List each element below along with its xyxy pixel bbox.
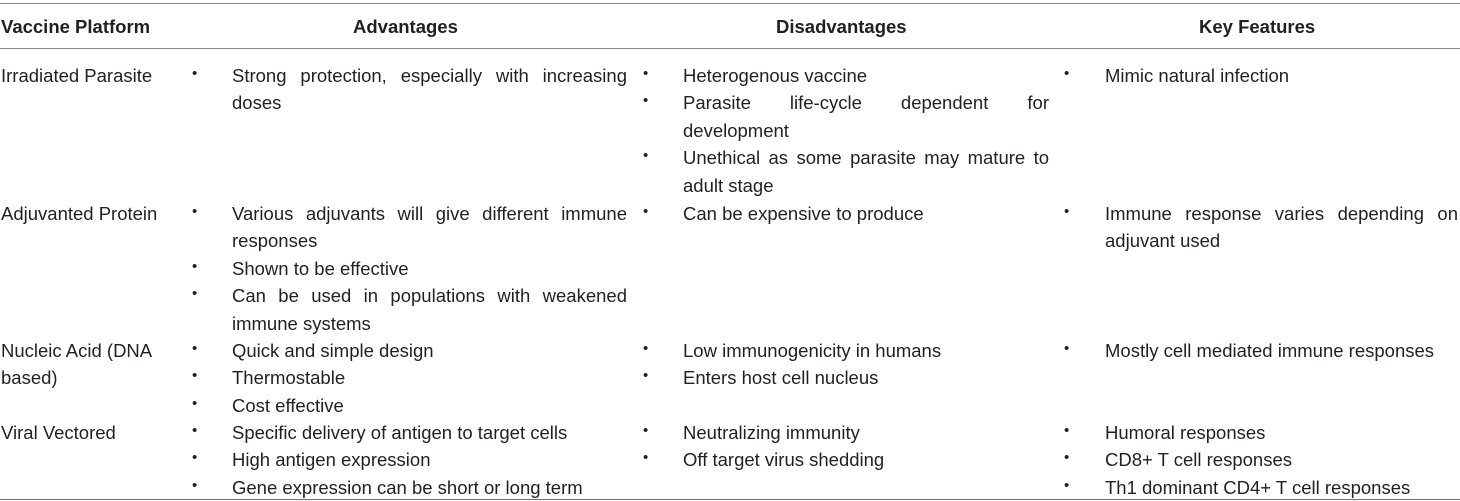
bullet-icon: • [643, 147, 649, 165]
feature-item: Humoral responses [1105, 422, 1266, 443]
bullet-icon: • [192, 422, 198, 439]
bullet-icon: • [192, 394, 198, 412]
header-advantages: Advantages [353, 16, 458, 37]
disadvantage-item: Neutralizing immunity [683, 422, 860, 443]
header-disadvantages: Disadvantages [776, 16, 907, 37]
advantage-item: Various adjuvants will give different immune responses [232, 203, 627, 252]
disadvantage-item: Heterogenous vaccine [683, 65, 868, 86]
disadvantage-item: Can be expensive to produce [683, 203, 924, 224]
header-key-features: Key Features [1199, 16, 1316, 37]
advantage-item: High antigen expression [232, 449, 431, 471]
advantage-item: Strong protection, especially with increasing doses [232, 65, 627, 114]
platform-name: Adjuvanted Protein [1, 203, 158, 224]
bullet-icon: • [192, 285, 198, 303]
feature-item: Immune response varies depending on adjuvant used [1105, 203, 1458, 252]
disadvantage-item: Low immunogenicity in humans [683, 340, 942, 361]
bullet-icon: • [1064, 203, 1070, 220]
disadvantage-item: Unethical as some parasite may mature to adult stage [683, 147, 1049, 196]
bullet-icon: • [192, 476, 198, 494]
bullet-icon: • [192, 367, 198, 385]
advantage-item: Can be used in populations with weakened immune systems [232, 285, 627, 334]
bullet-icon: • [643, 367, 649, 385]
feature-item: Th1 dominant CD4+ T cell responses [1105, 476, 1411, 498]
disadvantage-item: Enters host cell nucleus [683, 367, 879, 389]
feature-item: Mostly cell mediated immune responses [1105, 340, 1435, 361]
advantage-item: Quick and simple design [232, 340, 434, 361]
platform-name: Nucleic Acid (DNA based) [1, 340, 152, 389]
bullet-icon: • [1064, 476, 1070, 494]
bullet-icon: • [192, 257, 198, 275]
bullet-icon: • [1064, 340, 1070, 357]
feature-item: CD8+ T cell responses [1105, 449, 1292, 471]
disadvantage-item: Off target virus shedding [683, 449, 885, 471]
header-vaccine-platform: Vaccine Platform [1, 16, 151, 37]
bullet-icon: • [643, 422, 649, 439]
feature-item: Mimic natural infection [1105, 65, 1290, 86]
advantage-item: Cost effective [232, 394, 344, 416]
bullet-icon: • [192, 203, 198, 220]
bullet-icon: • [643, 449, 649, 467]
platform-name: Irradiated Parasite [1, 65, 153, 86]
advantage-item: Shown to be effective [232, 257, 409, 279]
platform-name: Viral Vectored [1, 422, 116, 443]
bullet-icon: • [1064, 65, 1070, 82]
bullet-icon: • [1064, 422, 1070, 439]
bullet-icon: • [192, 340, 198, 357]
bullet-icon: • [192, 449, 198, 467]
bullet-icon: • [643, 92, 649, 110]
table-top-rule [0, 3, 1460, 4]
advantage-item: Gene expression can be short or long term [232, 476, 583, 498]
advantage-item: Specific delivery of antigen to target cells [232, 422, 568, 443]
bullet-icon: • [643, 203, 649, 220]
advantage-item: Thermostable [232, 367, 346, 389]
bullet-icon: • [643, 65, 649, 82]
bullet-icon: • [643, 340, 649, 357]
bullet-icon: • [1064, 449, 1070, 467]
bullet-icon: • [192, 65, 198, 82]
disadvantage-item: Parasite life-cycle dependent for development [683, 92, 1049, 141]
header-rule [0, 48, 1460, 49]
